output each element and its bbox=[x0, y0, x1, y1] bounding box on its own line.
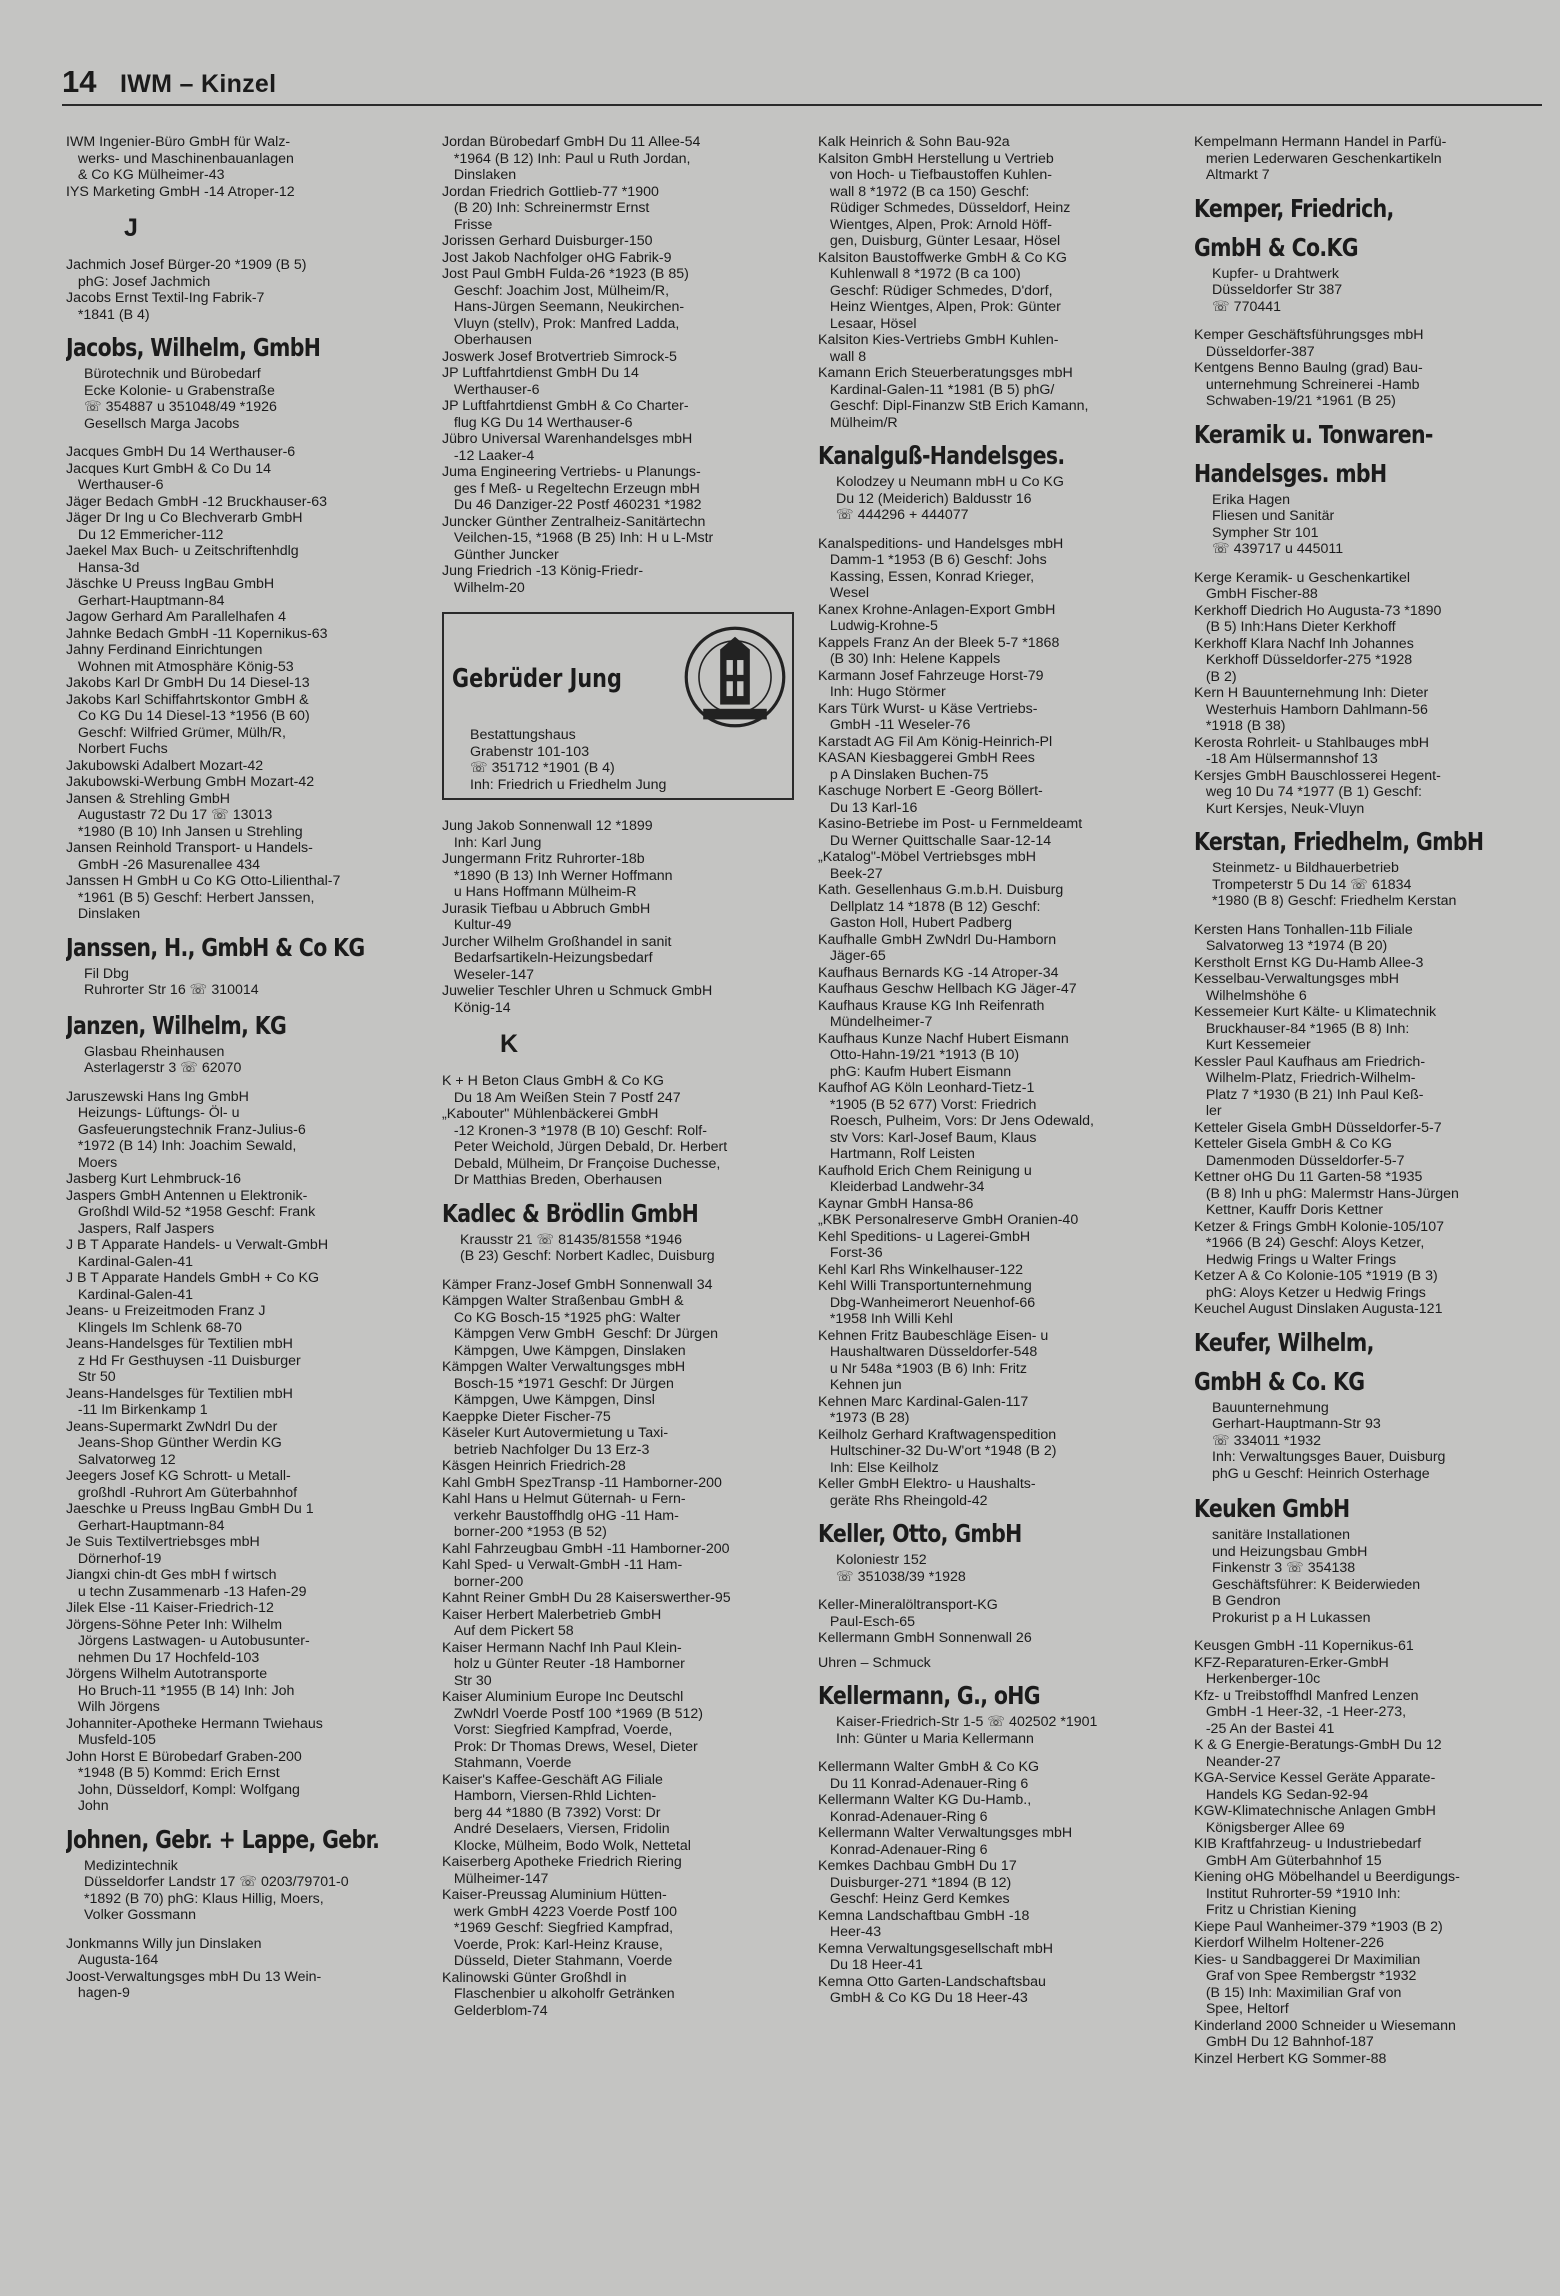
directory-entry: Jaspers GmbH Antennen u Elektronik- Großhdl Wild-52 *1958 Geschf: Frank Jaspers, Ralf Jaspers bbox=[66, 1187, 316, 1237]
featured-name: Kerstan, Friedhelm, GmbH bbox=[1194, 827, 1484, 856]
directory-entry: Jurasik Tiefbau u Abbruch GmbH Kultur-49 bbox=[442, 900, 651, 933]
column-3 bbox=[818, 134, 1170, 2284]
column-1 bbox=[66, 134, 418, 2284]
directory-entry: Kaufhold Erich Chem Reinigung u Kleiderbad Landwehr-34 bbox=[818, 1162, 1032, 1195]
featured-name: GmbH & Co.KG bbox=[1194, 232, 1358, 262]
page-number: 14 bbox=[62, 64, 97, 99]
directory-entry: Kahl Hans u Helmut Güternah- u Fern- verkehr Baustoffhdlg oHG -11 Ham- borner-200 *1953 (B 52) bbox=[442, 1491, 686, 1540]
directory-entry: Juwelier Teschler Uhren u Schmuck GmbH König-14 bbox=[442, 983, 713, 1016]
directory-entry: Kaiser-Preussag Aluminium Hütten- werk GmbH 4223 Voerde Postf 100 *1969 Geschf: Siegfried Kampfrad, Voerde, Prok: Karl-Heinz Krause, Düsseld, Dieter Stahmann, Voerde bbox=[442, 1887, 678, 1969]
directory-entry: Kaiserberg Apotheke Friedrich Riering Mülheimer-147 bbox=[442, 1854, 682, 1887]
directory-entry: Janssen H GmbH u Co KG Otto-Lilienthal-7 *1961 (B 5) Geschf: Herbert Janssen, Dinslaken bbox=[66, 873, 341, 922]
directory-entry: Ketteler Gisela GmbH & Co KG Damenmoden Düsseldorfer-5-7 bbox=[1194, 1136, 1405, 1169]
directory-entry: K + H Beton Claus GmbH & Co KG Du 18 Am Weißen Stein 7 Postf 247 bbox=[442, 1073, 681, 1106]
directory-entry: Jaruszewski Hans Ing GmbH Heizungs- Lüftungs- Öl- u Gasfeuerungstechnik Franz-Julius-6 *1972 (B 14) Inh: Joachim Sewald, Moers bbox=[66, 1088, 306, 1171]
featured-entry bbox=[818, 1519, 1170, 1585]
directory-entry: Jörgens Wilhelm Autotransporte Ho Bruch-11 *1955 (B 14) Inh: Joh Wilh Jörgens bbox=[66, 1666, 295, 1715]
directory-entry: John Horst E Bürobedarf Graben-200 *1948 (B 5) Kommd: Erich Ernst John, Düsseldorf, Kompl: Wolfgang John bbox=[66, 1748, 302, 1814]
featured-details: Kolodzey u Neumann mbH u Co KG Du 12 (Meiderich) Baldusstr 16 ☏ 444296 + 444077 bbox=[836, 474, 1064, 523]
directory-entry: Jonkmanns Willy jun Dinslaken Augusta-164 bbox=[66, 1935, 262, 1968]
section-letter: K bbox=[500, 1030, 519, 1058]
directory-entry: Käseler Kurt Autovermietung u Taxi- betrieb Nachfolger Du 13 Erz-3 bbox=[442, 1425, 669, 1458]
directory-entry: KGW-Klimatechnische Anlagen GmbH Königsberger Allee 69 bbox=[1194, 1803, 1436, 1836]
directory-entry: Kehl Willi Transportunternehmung Dbg-Wanheimerort Neuenhof-66 *1958 Inh Willi Kehl bbox=[818, 1278, 1036, 1327]
directory-entry: Kessler Paul Kaufhaus am Friedrich- Wilhelm-Platz, Friedrich-Wilhelm- Platz 7 *1930 (B 21) Inh Paul Keß- ler bbox=[1194, 1053, 1426, 1119]
directory-entry: Jacques Kurt GmbH & Co Du 14 Werthauser-6 bbox=[66, 460, 272, 493]
directory-entry: Kettner oHG Du 11 Garten-58 *1935 (B 8) Inh u phG: Malermstr Hans-Jürgen Kettner, Kauffr Doris Kettner bbox=[1194, 1169, 1459, 1218]
directory-entry: Ketzer & Frings GmbH Kolonie-105/107 *1966 (B 24) Geschf: Aloys Ketzer, Hedwig Frings u Walter Frings bbox=[1194, 1218, 1444, 1268]
directory-entry: Jakubowski Adalbert Mozart-42 bbox=[66, 757, 264, 774]
directory-entry: Kellermann Walter KG Du-Hamb., Konrad-Adenauer-Ring 6 bbox=[818, 1792, 1032, 1825]
directory-entry: KFZ-Reparaturen-Erker-GmbH Herkenberger-10c bbox=[1194, 1654, 1389, 1687]
page-title: IWM – Kinzel bbox=[120, 70, 277, 98]
directory-entry: Jeans-Supermarkt ZwNdrl Du der Jeans-Shop Günther Werdin KG Salvatorweg 12 bbox=[66, 1418, 282, 1468]
directory-entry: Kehl Karl Rhs Winkelhauser-122 bbox=[818, 1261, 1024, 1278]
featured-details: Fil Dbg Ruhrorter Str 16 ☏ 310014 bbox=[84, 965, 259, 998]
directory-entry: Kellermann Walter Verwaltungsges mbH Konrad-Adenauer-Ring 6 bbox=[818, 1825, 1073, 1858]
directory-entry: Jorissen Gerhard Duisburger-150 bbox=[442, 233, 653, 249]
directory-entry: Kaufhalle GmbH ZwNdrl Du-Hamborn Jäger-65 bbox=[818, 931, 1057, 964]
directory-entry: Kaiser's Kaffee-Geschäft AG Filiale Hamborn, Viersen-Rhld Lichten- berg 44 *1880 (B 7392) Vorst: Dr André Deselaers, Viersen, Fridolin Klocke, Mülheim, Bodo Wolk, Nettetal bbox=[442, 1771, 691, 1854]
directory-entry: Kerkhoff Diedrich Ho Augusta-73 *1890 (B 5) Inh:Hans Dieter Kerkhoff bbox=[1194, 602, 1442, 635]
directory-entry: Kars Türk Wurst- u Käse Vertriebs- GmbH -11 Weseler-76 bbox=[818, 700, 1038, 733]
featured-details: Glasbau Rheinhausen Asterlagerstr 3 ☏ 62070 bbox=[84, 1043, 242, 1076]
directory-entry: Jagow Gerhard Am Parallelhafen 4 bbox=[66, 609, 287, 625]
directory-entry: Jasberg Kurt Lehmbruck-16 bbox=[66, 1171, 242, 1187]
directory-entry: Kiening oHG Möbelhandel u Beerdigungs- Institut Ruhrorter-59 *1910 Inh: Fritz u Christian Kiening bbox=[1194, 1869, 1460, 1918]
directory-entry: Jost Paul GmbH Fulda-26 *1923 (B 85) Geschf: Joachim Jost, Mülheim/R, Hans-Jürgen Seemann, Neukirchen- Vluyn (stellv), Prok: Manfred Ladda, Oberhausen bbox=[442, 266, 689, 348]
directory-entry: „Katalog"-Möbel Vertriebsges mbH Beek-27 bbox=[818, 849, 1036, 882]
directory-entry: Kies- u Sandbaggerei Dr Maximilian Graf von Spee Rembergstr *1932 (B 15) Inh: Maximilian Graf von Spee, Heltorf bbox=[1194, 1951, 1421, 2017]
ad-name: Gebrüder Jung bbox=[452, 664, 622, 694]
advertisement-box bbox=[442, 612, 794, 800]
directory-entry: Kellermann GmbH Sonnenwall 26 bbox=[818, 1630, 1032, 1646]
featured-name: Kemper, Friedrich, bbox=[1194, 193, 1394, 223]
featured-entry bbox=[66, 933, 418, 999]
directory-entry: Jeans-Handelsges für Textilien mbH z Hd Fr Gesthuysen -11 Duisburger Str 50 bbox=[66, 1336, 301, 1385]
directory-entry: Kappels Franz An der Bleek 5-7 *1868 (B 30) Inh: Helene Kappels bbox=[818, 634, 1060, 667]
section-letter: J bbox=[124, 214, 138, 242]
directory-entry: Jäger Bedach GmbH -12 Bruckhauser-63 bbox=[66, 493, 328, 510]
directory-entry: KGA-Service Kessel Geräte Apparate- Handels KG Sedan-92-94 bbox=[1194, 1770, 1436, 1803]
directory-entry: Jübro Universal Warenhandelsges mbH -12 Laaker-4 bbox=[442, 431, 693, 464]
featured-entry bbox=[1194, 1494, 1546, 1626]
directory-entry: Kaufhaus Krause KG Inh Reifenrath Mündelheimer-7 bbox=[818, 997, 1045, 1030]
directory-entry: Kaufhof AG Köln Leonhard-Tietz-1 *1905 (B 52 677) Vorst: Friedrich Roesch, Pulheim, Vors: Dr Jens Odewald, stv Vors: Karl-Josef Baum, Klaus Hartmann, Rolf Leisten bbox=[818, 1080, 1094, 1162]
directory-entry: Keller GmbH Elektro- u Haushalts- geräte Rhs Rheingold-42 bbox=[818, 1476, 1036, 1509]
directory-entry: Kemna Otto Garten-Landschaftsbau GmbH & Co KG Du 18 Heer-43 bbox=[818, 1973, 1046, 2006]
directory-entry: Kaiser Aluminium Europe Inc Deutschl ZwNdrl Voerde Postf 100 *1969 (B 512) Vorst: Siegfried Kampfrad, Voerde, Prok: Dr Thomas Drews, Wesel, Dieter Stahmann, Voerde bbox=[442, 1689, 704, 1771]
featured-details: Kupfer- u Drahtwerk Düsseldorfer Str 387 ☏ 770441 bbox=[1212, 265, 1343, 315]
featured-details: Bürotechnik und Bürobedarf Ecke Kolonie- u Grabenstraße ☏ 354887 u 351048/49 *1926 Gesellsch Marga Jacobs bbox=[84, 366, 277, 432]
featured-entry bbox=[1194, 420, 1546, 449]
featured-entry bbox=[66, 1011, 418, 1077]
featured-name: Kadlec & Brödlin GmbH bbox=[442, 1198, 699, 1228]
featured-name: Handelsges. mbH bbox=[1194, 458, 1387, 488]
featured-entry bbox=[1194, 233, 1546, 316]
directory-entry: Kersten Hans Tonhallen-11b Filiale Salvatorweg 13 *1974 (B 20) bbox=[1194, 921, 1413, 954]
directory-entry: Kath. Gesellenhaus G.m.b.H. Duisburg Dellplatz 14 *1878 (B 12) Geschf: Gaston Holl, Hubert Padberg bbox=[818, 882, 1064, 931]
column-4 bbox=[1194, 134, 1546, 2284]
featured-name: Keller, Otto, GmbH bbox=[818, 1519, 1022, 1548]
directory-entry: Kiepe Paul Wanheimer-379 *1903 (B 2) bbox=[1194, 1918, 1443, 1935]
directory-entry: Jachmich Josef Bürger-20 *1909 (B 5) phG: Josef Jachmich bbox=[66, 257, 307, 290]
directory-entry: Kinzel Herbert KG Sommer-88 bbox=[1194, 2050, 1387, 2067]
directory-entry: Kierdorf Wilhelm Holtener-226 bbox=[1194, 1935, 1385, 1951]
directory-entry: Kersjes GmbH Bauschlosserei Hegent- weg 10 Du 74 *1977 (B 1) Geschf: Kurt Kersjes, Neuk-Vluyn bbox=[1194, 767, 1441, 817]
directory-entry: Kemkes Dachbau GmbH Du 17 Duisburger-271 *1894 (B 12) Geschf: Heinz Gerd Kemkes bbox=[818, 1858, 1017, 1907]
featured-name: Kellermann, G., oHG bbox=[818, 1681, 1040, 1710]
directory-entry: Kahnt Reiner GmbH Du 28 Kaiserswerther-95 bbox=[442, 1590, 731, 1606]
directory-entry: Kemna Landschaftbau GmbH -18 Heer-43 bbox=[818, 1907, 1030, 1940]
directory-entry: Jordan Friedrich Gottlieb-77 *1900 (B 20) Inh: Schreinermstr Ernst Frisse bbox=[442, 183, 659, 233]
directory-entry: Kaynar GmbH Hansa-86 bbox=[818, 1195, 974, 1212]
featured-entry bbox=[66, 333, 418, 432]
directory-entry: KASAN Kiesbaggerei GmbH Rees p A Dinslaken Buchen-75 bbox=[818, 750, 1035, 783]
featured-name: Keuken GmbH bbox=[1194, 1494, 1350, 1523]
directory-entry: Kaufhaus Bernards KG -14 Atroper-34 bbox=[818, 964, 1059, 981]
directory-entry: Jäger Dr Ing u Co Blechverarb GmbH Du 12 Emmericher-112 bbox=[66, 510, 303, 543]
directory-entry: „Kabouter" Mühlenbäckerei GmbH -12 Kronen-3 *1978 (B 10) Geschf: Rolf- Peter Weichold, Jürgen Debald, Dr. Herbert Debald, Mülheim, Dr Françoise Duchesse, Dr Matthias Breden, Oberhausen bbox=[442, 1106, 728, 1188]
featured-details: Koloniestr 152 ☏ 351038/39 *1928 bbox=[836, 1552, 966, 1585]
featured-name: Johnen, Gebr. + Lappe, Gebr. bbox=[66, 1824, 380, 1854]
directory-entry: Jäschke U Preuss IngBau GmbH Gerhart-Hauptmann-84 bbox=[66, 576, 275, 609]
directory-entry: Kämpgen Walter Verwaltungsges mbH Bosch-15 *1971 Geschf: Dr Jürgen Kämpgen, Uwe Kämpgen, Dinsl bbox=[442, 1359, 686, 1408]
directory-entry: Jakubowski-Werbung GmbH Mozart-42 bbox=[66, 774, 315, 790]
directory-entry: Keller-Mineralöltransport-KG Paul-Esch-65 bbox=[818, 1597, 998, 1630]
featured-details: Kaiser-Friedrich-Str 1-5 ☏ 402502 *1901 Inh: Günter u Maria Kellermann bbox=[836, 1714, 1098, 1747]
directory-entry: Kalsiton Baustoffwerke GmbH & Co KG Kuhlenwall 8 *1972 (B ca 100) Geschf: Rüdiger Schmedes, D'dorf, Heinz Wientges, Alpen, Prok: Günter Lesaar, Hösel bbox=[818, 249, 1067, 332]
featured-name: Keufer, Wilhelm, bbox=[1194, 1327, 1374, 1357]
directory-entry: Juncker Günther Zentralheiz-Sanitärtechn Veilchen-15, *1968 (B 25) Inh: H u L-Mstr Günther Juncker bbox=[442, 513, 714, 563]
column-2 bbox=[442, 134, 794, 2284]
directory-entry: Kahl Sped- u Verwalt-GmbH -11 Ham- borner-200 bbox=[442, 1557, 683, 1590]
directory-entry: Kentgens Benno Baulng (grad) Bau- unternehmung Schreinerei -Hamb Schwaben-19/21 *1961 (B 25) bbox=[1194, 360, 1423, 409]
directory-entry: Jakobs Karl Schiffahrtskontor GmbH & Co KG Du 14 Diesel-13 *1956 (B 60) Geschf: Wilfried Grümer, Mülh/R, Norbert Fuchs bbox=[66, 691, 310, 757]
featured-entry bbox=[1194, 194, 1546, 223]
directory-entry: Kämper Franz-Josef GmbH Sonnenwall 34 bbox=[442, 1276, 713, 1293]
directory-entry: Jahnke Bedach GmbH -11 Kopernikus-63 bbox=[66, 625, 328, 642]
directory-entry: Kfz- u Treibstoffhdl Manfred Lenzen GmbH -1 Heer-32, -1 Heer-273, -25 An der Bastei 41 bbox=[1194, 1687, 1419, 1737]
directory-entry: Kaufhaus Geschw Hellbach KG Jäger-47 bbox=[818, 981, 1077, 997]
directory-entry: Joswerk Josef Brotvertrieb Simrock-5 bbox=[442, 348, 677, 365]
featured-name: Keramik u. Tonwaren- bbox=[1194, 419, 1433, 449]
directory-entry: Kahl Fahrzeugbau GmbH -11 Hamborner-200 bbox=[442, 1540, 730, 1557]
featured-details: Krausstr 21 ☏ 81435/81558 *1946 (B 23) Geschf: Norbert Kadlec, Duisburg bbox=[460, 1231, 715, 1264]
directory-entry: Jansen Reinhold Transport- u Handels- GmbH -26 Masurenallee 434 bbox=[66, 840, 313, 873]
directory-entry: Kehl Speditions- u Lagerei-GmbH Forst-36 bbox=[818, 1228, 1031, 1261]
directory-entry: Kalk Heinrich & Sohn Bau-92a bbox=[818, 134, 1010, 150]
featured-entry bbox=[1194, 459, 1546, 558]
featured-details: Steinmetz- u Bildhauerbetrieb Trompeterstr 5 Du 14 ☏ 61834 *1980 (B 8) Geschf: Friedhelm Kerstan bbox=[1212, 860, 1457, 909]
featured-entry bbox=[1194, 1367, 1546, 1483]
featured-entry bbox=[66, 1825, 418, 1924]
directory-entry: J B T Apparate Handels GmbH + Co KG Kardinal-Galen-41 bbox=[66, 1270, 320, 1303]
directory-entry: Kaufhaus Kunze Nachf Hubert Eismann Otto-Hahn-19/21 *1913 (B 10) phG: Kaufm Hubert Eismann bbox=[818, 1030, 1069, 1080]
directory-entry: Joost-Verwaltungsges mbH Du 13 Wein- hagen-9 bbox=[66, 1968, 322, 2001]
directory-entry: Kalsiton Kies-Vertriebs GmbH Kuhlen- wall 8 bbox=[818, 332, 1059, 365]
directory-entry: Kerosta Rohrleit- u Stahlbauges mbH -18 Am Hülsermannshof 13 bbox=[1194, 734, 1430, 767]
directory-entry: Keusgen GmbH -11 Kopernikus-61 bbox=[1194, 1638, 1414, 1654]
directory-entry: Juma Engineering Vertriebs- u Planungs- ges f Meß- u Regeltechn Erzeugn mbH Du 46 Danziger-22 Postf 460231 *1982 bbox=[442, 464, 702, 513]
directory-entry: Jurcher Wilhelm Großhandel in sanit Bedarfsartikeln-Heizungsbedarf Weseler-147 bbox=[442, 933, 672, 983]
featured-details: Medizintechnik Düsseldorfer Landstr 17 ☏ 0203/79701-0 *1892 (B 70) phG: Klaus Hillig, Moers, Volker Gossmann bbox=[84, 1857, 349, 1923]
directory-entry: Jost Jakob Nachfolger oHG Fabrik-9 bbox=[442, 249, 672, 266]
directory-entry: Kaiser Hermann Nachf Inh Paul Klein- holz u Günter Reuter -18 Hamborner Str 30 bbox=[442, 1639, 685, 1689]
directory-entry: Kasino-Betriebe im Post- u Fernmeldeamt Du Werner Quittschalle Saar-12-14 bbox=[818, 816, 1083, 849]
page-header bbox=[62, 62, 1542, 106]
directory-entry: K & G Energie-Beratungs-GmbH Du 12 Neander-27 bbox=[1194, 1737, 1442, 1770]
directory-entry: Jungermann Fritz Ruhrorter-18b *1890 (B 13) Inh Werner Hoffmann u Hans Hoffmann Mülheim-R bbox=[442, 851, 673, 900]
directory-entry: Kamann Erich Steuerberatungsges mbH Kardinal-Galen-11 *1981 (B 5) phG/ Geschf: Dipl-Finanzw StB Erich Kamann, Mülheim/R bbox=[818, 365, 1089, 431]
directory-entry: IWM Ingenier-Büro GmbH für Walz- werks- und Maschinenbauanlagen & Co KG Mülheimer-43 bbox=[66, 134, 294, 183]
featured-name: Kanalguß-Handelsges. bbox=[818, 441, 1065, 470]
directory-entry: J B T Apparate Handels- u Verwalt-GmbH Kardinal-Galen-41 bbox=[66, 1237, 329, 1270]
directory-entry: Kemna Verwaltungsgesellschaft mbH Du 18 Heer-41 bbox=[818, 1940, 1054, 1973]
directory-entry: Ketzer A & Co Kolonie-105 *1919 (B 3) phG: Aloys Ketzer u Hedwig Frings bbox=[1194, 1268, 1438, 1301]
directory-entry: Ketteler Gisela GmbH Düsseldorfer-5-7 bbox=[1194, 1119, 1442, 1136]
directory-entry: Jakobs Karl Dr GmbH Du 14 Diesel-13 bbox=[66, 675, 310, 691]
directory-entry: Kanalspeditions- und Handelsges mbH Damm-1 *1953 (B 6) Geschf: Johs Kassing, Essen, Konrad Krieger, Wesel bbox=[818, 535, 1064, 601]
directory-entry: Keilholz Gerhard Kraftwagenspedition Hultschiner-32 Du-W'ort *1948 (B 2) Inh: Else Keilholz bbox=[818, 1426, 1057, 1476]
directory-entry: Je Suis Textilvertriebsges mbH Dörnerhof-19 bbox=[66, 1534, 260, 1567]
directory-entry: Kinderland 2000 Schneider u Wiesemann GmbH Du 12 Bahnhof-187 bbox=[1194, 2017, 1456, 2050]
directory-entry: Jacques GmbH Du 14 Werthauser-6 bbox=[66, 444, 296, 460]
directory-entry: Jaekel Max Buch- u Zeitschriftenhdlg Hansa-3d bbox=[66, 543, 299, 576]
directory-entry: Jordan Bürobedarf GmbH Du 11 Allee-54 *1964 (B 12) Inh: Paul u Ruth Jordan, Dinslaken bbox=[442, 134, 701, 183]
directory-entry: Kaiser Herbert Malerbetrieb GmbH Auf dem Pickert 58 bbox=[442, 1606, 662, 1639]
directory-entry: Kerkhoff Klara Nachf Inh Johannes Kerkhoff Düsseldorfer-275 *1928 (B 2) bbox=[1194, 635, 1414, 685]
featured-entry bbox=[818, 1681, 1170, 1747]
directory-entry: Jörgens-Söhne Peter Inh: Wilhelm Jörgens Lastwagen- u Autobusunter- nehmen Du 17 Hochfeld-103 bbox=[66, 1616, 310, 1666]
directory-entry: Kern H Bauunternehmung Inh: Dieter Westerhuis Hamborn Dahlmann-56 *1918 (B 38) bbox=[1194, 685, 1429, 734]
directory-entry: IYS Marketing GmbH -14 Atroper-12 bbox=[66, 183, 295, 200]
featured-entry bbox=[818, 441, 1170, 524]
company-seal-icon bbox=[682, 624, 788, 730]
featured-name: GmbH & Co. KG bbox=[1194, 1366, 1365, 1396]
directory-entry: Jilek Else -11 Kaiser-Friedrich-12 bbox=[66, 1600, 274, 1616]
featured-entry bbox=[1194, 1328, 1546, 1357]
directory-entry: Kaschuge Norbert E -Georg Böllert- Du 13 Karl-16 bbox=[818, 783, 1043, 816]
directory-entry: Jeegers Josef KG Schrott- u Metall- großhdl -Ruhrort Am Güterbahnhof bbox=[66, 1468, 298, 1501]
directory-entry: Jung Friedrich -13 König-Friedr- Wilhelm-20 bbox=[442, 563, 644, 596]
directory-entry: Kesselbau-Verwaltungsges mbH Wilhelmshöhe 6 bbox=[1194, 971, 1400, 1004]
featured-details: sanitäre Installationen und Heizungsbau GmbH Finkenstr 3 ☏ 354138 Geschäftsführer: K Beiderwieden B Gendron Prokurist p a H Lukassen bbox=[1212, 1527, 1421, 1626]
directory-entry: Jung Jakob Sonnenwall 12 *1899 Inh: Karl Jung bbox=[442, 818, 653, 851]
ad-details: Bestattungshaus Grabenstr 101-103 ☏ 351712 *1901 (B 4) Inh: Friedrich u Friedhelm Jung bbox=[470, 727, 667, 793]
directory-entry: Jacobs Ernst Textil-Ing Fabrik-7 *1841 (B 4) bbox=[66, 290, 265, 323]
directory-entry: Johanniter-Apotheke Hermann Twiehaus Musfeld-105 bbox=[66, 1715, 323, 1748]
directory-entry: Kemper Geschäftsführungsges mbH Düsseldorfer-387 bbox=[1194, 327, 1424, 360]
directory-entry: Kehnen Marc Kardinal-Galen-117 *1973 (B 28) bbox=[818, 1393, 1029, 1426]
directory-entry: Karmann Josef Fahrzeuge Horst-79 Inh: Hugo Störmer bbox=[818, 667, 1044, 700]
featured-entry bbox=[442, 1199, 794, 1265]
directory-entry: Kalsiton GmbH Herstellung u Vertrieb von Hoch- u Tiefbaustoffen Kuhlen- wall 8 *1972 (B ca 150) Geschf: Rüdiger Schmedes, Düsseldorf, Heinz Wientges, Alpen, Prok: Arnold Höff- gen, Duisburg, Günter Lesaar, Hösel bbox=[818, 150, 1071, 249]
directory-entry: „KBK Personalreserve GmbH Oranien-40 bbox=[818, 1212, 1079, 1228]
featured-name: Janzen, Wilhelm, KG bbox=[66, 1010, 287, 1040]
directory-entry: Kanex Krohne-Anlagen-Export GmbH Ludwig-Krohne-5 bbox=[818, 601, 1056, 634]
directory-entry: Karstadt AG Fil Am König-Heinrich-Pl bbox=[818, 733, 1053, 750]
directory-entry: JP Luftfahrtdienst GmbH Du 14 Werthauser-6 bbox=[442, 365, 639, 398]
directory-entry: Kellermann Walter GmbH & Co KG Du 11 Konrad-Adenauer-Ring 6 bbox=[818, 1759, 1040, 1792]
directory-entry: Kahl GmbH SpezTransp -11 Hamborner-200 bbox=[442, 1474, 722, 1491]
featured-details: Erika Hagen Fliesen und Sanitär Sympher Str 101 ☏ 439717 u 445011 bbox=[1212, 491, 1344, 557]
directory-entry: Jahny Ferdinand Einrichtungen Wohnen mit Atmosphäre König-53 bbox=[66, 642, 294, 675]
directory-entry: KIB Kraftfahrzeug- u Industriebedarf GmbH Am Güterbahnhof 15 bbox=[1194, 1836, 1422, 1869]
directory-entry: Käsgen Heinrich Friedrich-28 bbox=[442, 1458, 626, 1474]
featured-name: Jacobs, Wilhelm, GmbH bbox=[66, 333, 321, 362]
directory-entry: Kessemeier Kurt Kälte- u Klimatechnik Bruckhauser-84 *1965 (B 8) Inh: Kurt Kessemeier bbox=[1194, 1004, 1437, 1053]
directory-entry: Kaeppke Dieter Fischer-75 bbox=[442, 1408, 611, 1425]
featured-entry bbox=[1194, 827, 1546, 910]
directory-entry: Kerstholt Ernst KG Du-Hamb Allee-3 bbox=[1194, 954, 1424, 971]
featured-name: Janssen, H., GmbH & Co KG bbox=[66, 932, 365, 962]
directory-columns bbox=[66, 134, 1546, 2284]
directory-entry: Kehnen Fritz Baubeschläge Eisen- u Haushaltwaren Düsseldorfer-548 u Nr 548a *1903 (B 6) Inh: Fritz Kehnen jun bbox=[818, 1327, 1049, 1393]
directory-entry: Kempelmann Hermann Handel in Parfü- merien Lederwaren Geschenkartikeln Altmarkt 7 bbox=[1194, 134, 1447, 183]
entry-subtitle: Uhren – Schmuck bbox=[818, 1654, 931, 1671]
directory-entry: Kämpgen Walter Straßenbau GmbH & Co KG Bosch-15 *1925 phG: Walter Kämpgen Verw GmbH Geschf: Dr Jürgen Kämpgen, Uwe Kämpgen, Dinslaken bbox=[442, 1293, 718, 1359]
directory-entry: Jaeschke u Preuss IngBau GmbH Du 1 Gerhart-Hauptmann-84 bbox=[66, 1501, 314, 1534]
directory-entry: Jeans- u Freizeitmoden Franz J Klingels Im Schlenk 68-70 bbox=[66, 1303, 266, 1336]
directory-entry: Kerge Keramik- u Geschenkartikel GmbH Fischer-88 bbox=[1194, 569, 1411, 602]
directory-entry: Keuchel August Dinslaken Augusta-121 bbox=[1194, 1301, 1443, 1317]
directory-entry: Jiangxi chin-dt Ges mbH f wirtsch u techn Zusammenarb -13 Hafen-29 bbox=[66, 1567, 307, 1600]
directory-entry: Jansen & Strehling GmbH Augustastr 72 Du 17 ☏ 13013 *1980 (B 10) Inh Jansen u Strehling bbox=[66, 790, 303, 840]
directory-entry: Kalinowski Günter Großhdl in Flaschenbier u alkoholfr Getränken Gelderblom-74 bbox=[442, 1969, 675, 2019]
featured-details: Bauunternehmung Gerhart-Hauptmann-Str 93 ☏ 334011 *1932 Inh: Verwaltungsges Bauer, Duisburg phG u Geschf: Heinrich Osterhage bbox=[1212, 1399, 1446, 1482]
directory-entry: JP Luftfahrtdienst GmbH & Co Charter- flug KG Du 14 Werthauser-6 bbox=[442, 398, 689, 431]
directory-entry: Jeans-Handelsges für Textilien mbH -11 Im Birkenkamp 1 bbox=[66, 1385, 293, 1418]
